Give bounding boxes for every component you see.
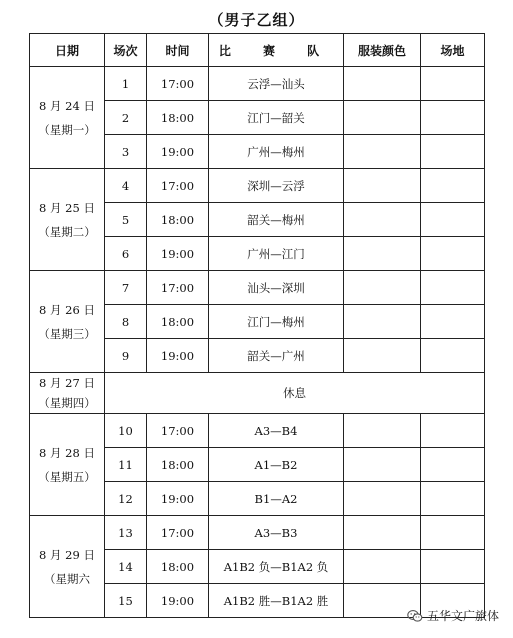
header-row (30, 34, 485, 67)
time-cell: 18:00 (147, 305, 209, 339)
venue-cell (421, 414, 485, 448)
time-cell: 19:00 (147, 482, 209, 516)
time-cell: 18:00 (147, 448, 209, 482)
venue-cell (421, 550, 485, 584)
round-cell: 4 (105, 169, 147, 203)
rest-cell: 休息 (105, 373, 485, 414)
date-label: 8 月 27 日 (39, 376, 95, 390)
uniform-cell (344, 482, 421, 516)
uniform-cell (344, 203, 421, 237)
match-cell: 江门—韶关 (209, 101, 344, 135)
venue-cell (421, 203, 485, 237)
date-label: 8 月 29 日 (39, 547, 95, 562)
weekday-label: （星期三） (38, 326, 96, 341)
watermark-text: 五华文广旅体 (426, 609, 499, 623)
date-label: 8 月 24 日 (39, 98, 95, 113)
time-cell: 19:00 (147, 135, 209, 169)
venue-cell (421, 135, 485, 169)
uniform-cell (344, 271, 421, 305)
weekday-label: （星期二） (38, 224, 96, 239)
date-cell (30, 271, 105, 373)
match-cell: B1—A2 (209, 482, 344, 516)
match-cell: A3—B3 (209, 516, 344, 550)
uniform-cell (344, 448, 421, 482)
header-round: 场次 (105, 34, 147, 67)
round-cell: 2 (105, 101, 147, 135)
time-cell: 18:00 (147, 203, 209, 237)
table-row (30, 414, 485, 448)
time-cell: 19:00 (147, 237, 209, 271)
venue-cell (421, 482, 485, 516)
uniform-cell (344, 169, 421, 203)
match-cell: 广州—梅州 (209, 135, 344, 169)
table-row (30, 516, 485, 550)
time-cell: 19:00 (147, 339, 209, 373)
date-cell (30, 516, 105, 618)
uniform-cell (344, 67, 421, 101)
time-cell: 18:00 (147, 550, 209, 584)
round-cell: 5 (105, 203, 147, 237)
header-time: 时间 (147, 34, 209, 67)
watermark (407, 607, 499, 624)
time-cell: 19:00 (147, 584, 209, 618)
date-label: 8 月 26 日 (39, 302, 95, 317)
date-label: 8 月 28 日 (39, 445, 95, 460)
uniform-cell (344, 237, 421, 271)
uniform-cell (344, 516, 421, 550)
date-cell (30, 67, 105, 169)
table-row (30, 169, 485, 203)
round-cell: 8 (105, 305, 147, 339)
round-cell: 11 (105, 448, 147, 482)
uniform-cell (344, 135, 421, 169)
venue-cell (421, 271, 485, 305)
header-date: 日期 (30, 34, 105, 67)
date-cell (30, 169, 105, 271)
match-cell: 韶关—广州 (209, 339, 344, 373)
round-cell: 13 (105, 516, 147, 550)
venue-cell (421, 101, 485, 135)
round-cell: 10 (105, 414, 147, 448)
header-venue: 场地 (421, 34, 485, 67)
time-cell: 17:00 (147, 271, 209, 305)
match-cell: A1B2 负—B1A2 负 (209, 550, 344, 584)
match-cell: A3—B4 (209, 414, 344, 448)
wechat-icon (407, 609, 423, 623)
venue-cell (421, 339, 485, 373)
venue-cell (421, 169, 485, 203)
match-cell: A1B2 胜—B1A2 胜 (209, 584, 344, 618)
table-row (30, 271, 485, 305)
table-row (30, 373, 485, 414)
round-cell: 15 (105, 584, 147, 618)
time-cell: 17:00 (147, 516, 209, 550)
round-cell: 14 (105, 550, 147, 584)
weekday-label: （星期六 (44, 571, 90, 586)
schedule-table (29, 33, 485, 618)
time-cell: 17:00 (147, 169, 209, 203)
uniform-cell (344, 550, 421, 584)
date-label: 8 月 25 日 (39, 200, 95, 215)
round-cell: 3 (105, 135, 147, 169)
table-row (30, 67, 485, 101)
time-cell: 18:00 (147, 101, 209, 135)
match-cell: 广州—江门 (209, 237, 344, 271)
venue-cell (421, 67, 485, 101)
match-cell: A1—B2 (209, 448, 344, 482)
uniform-cell (344, 305, 421, 339)
header-uniform: 服装颜色 (344, 34, 421, 67)
round-cell: 1 (105, 67, 147, 101)
date-cell (30, 373, 105, 414)
round-cell: 6 (105, 237, 147, 271)
match-cell: 深圳—云浮 (209, 169, 344, 203)
venue-cell (421, 448, 485, 482)
uniform-cell (344, 101, 421, 135)
weekday-label: （星期五） (38, 469, 96, 484)
match-cell: 云浮—汕头 (209, 67, 344, 101)
uniform-cell (344, 339, 421, 373)
time-cell: 17:00 (147, 67, 209, 101)
match-cell: 江门—梅州 (209, 305, 344, 339)
venue-cell (421, 237, 485, 271)
round-cell: 12 (105, 482, 147, 516)
uniform-cell (344, 414, 421, 448)
round-cell: 9 (105, 339, 147, 373)
weekday-label: （星期四） (38, 396, 96, 410)
weekday-label: （星期一） (38, 122, 96, 137)
match-cell: 韶关—梅州 (209, 203, 344, 237)
time-cell: 17:00 (147, 414, 209, 448)
page-title: （男子乙组） (208, 11, 305, 29)
date-cell (30, 414, 105, 516)
venue-cell (421, 305, 485, 339)
venue-cell (421, 516, 485, 550)
match-cell: 汕头—深圳 (209, 271, 344, 305)
round-cell: 7 (105, 271, 147, 305)
header-match: 比 赛 队 (209, 34, 344, 67)
